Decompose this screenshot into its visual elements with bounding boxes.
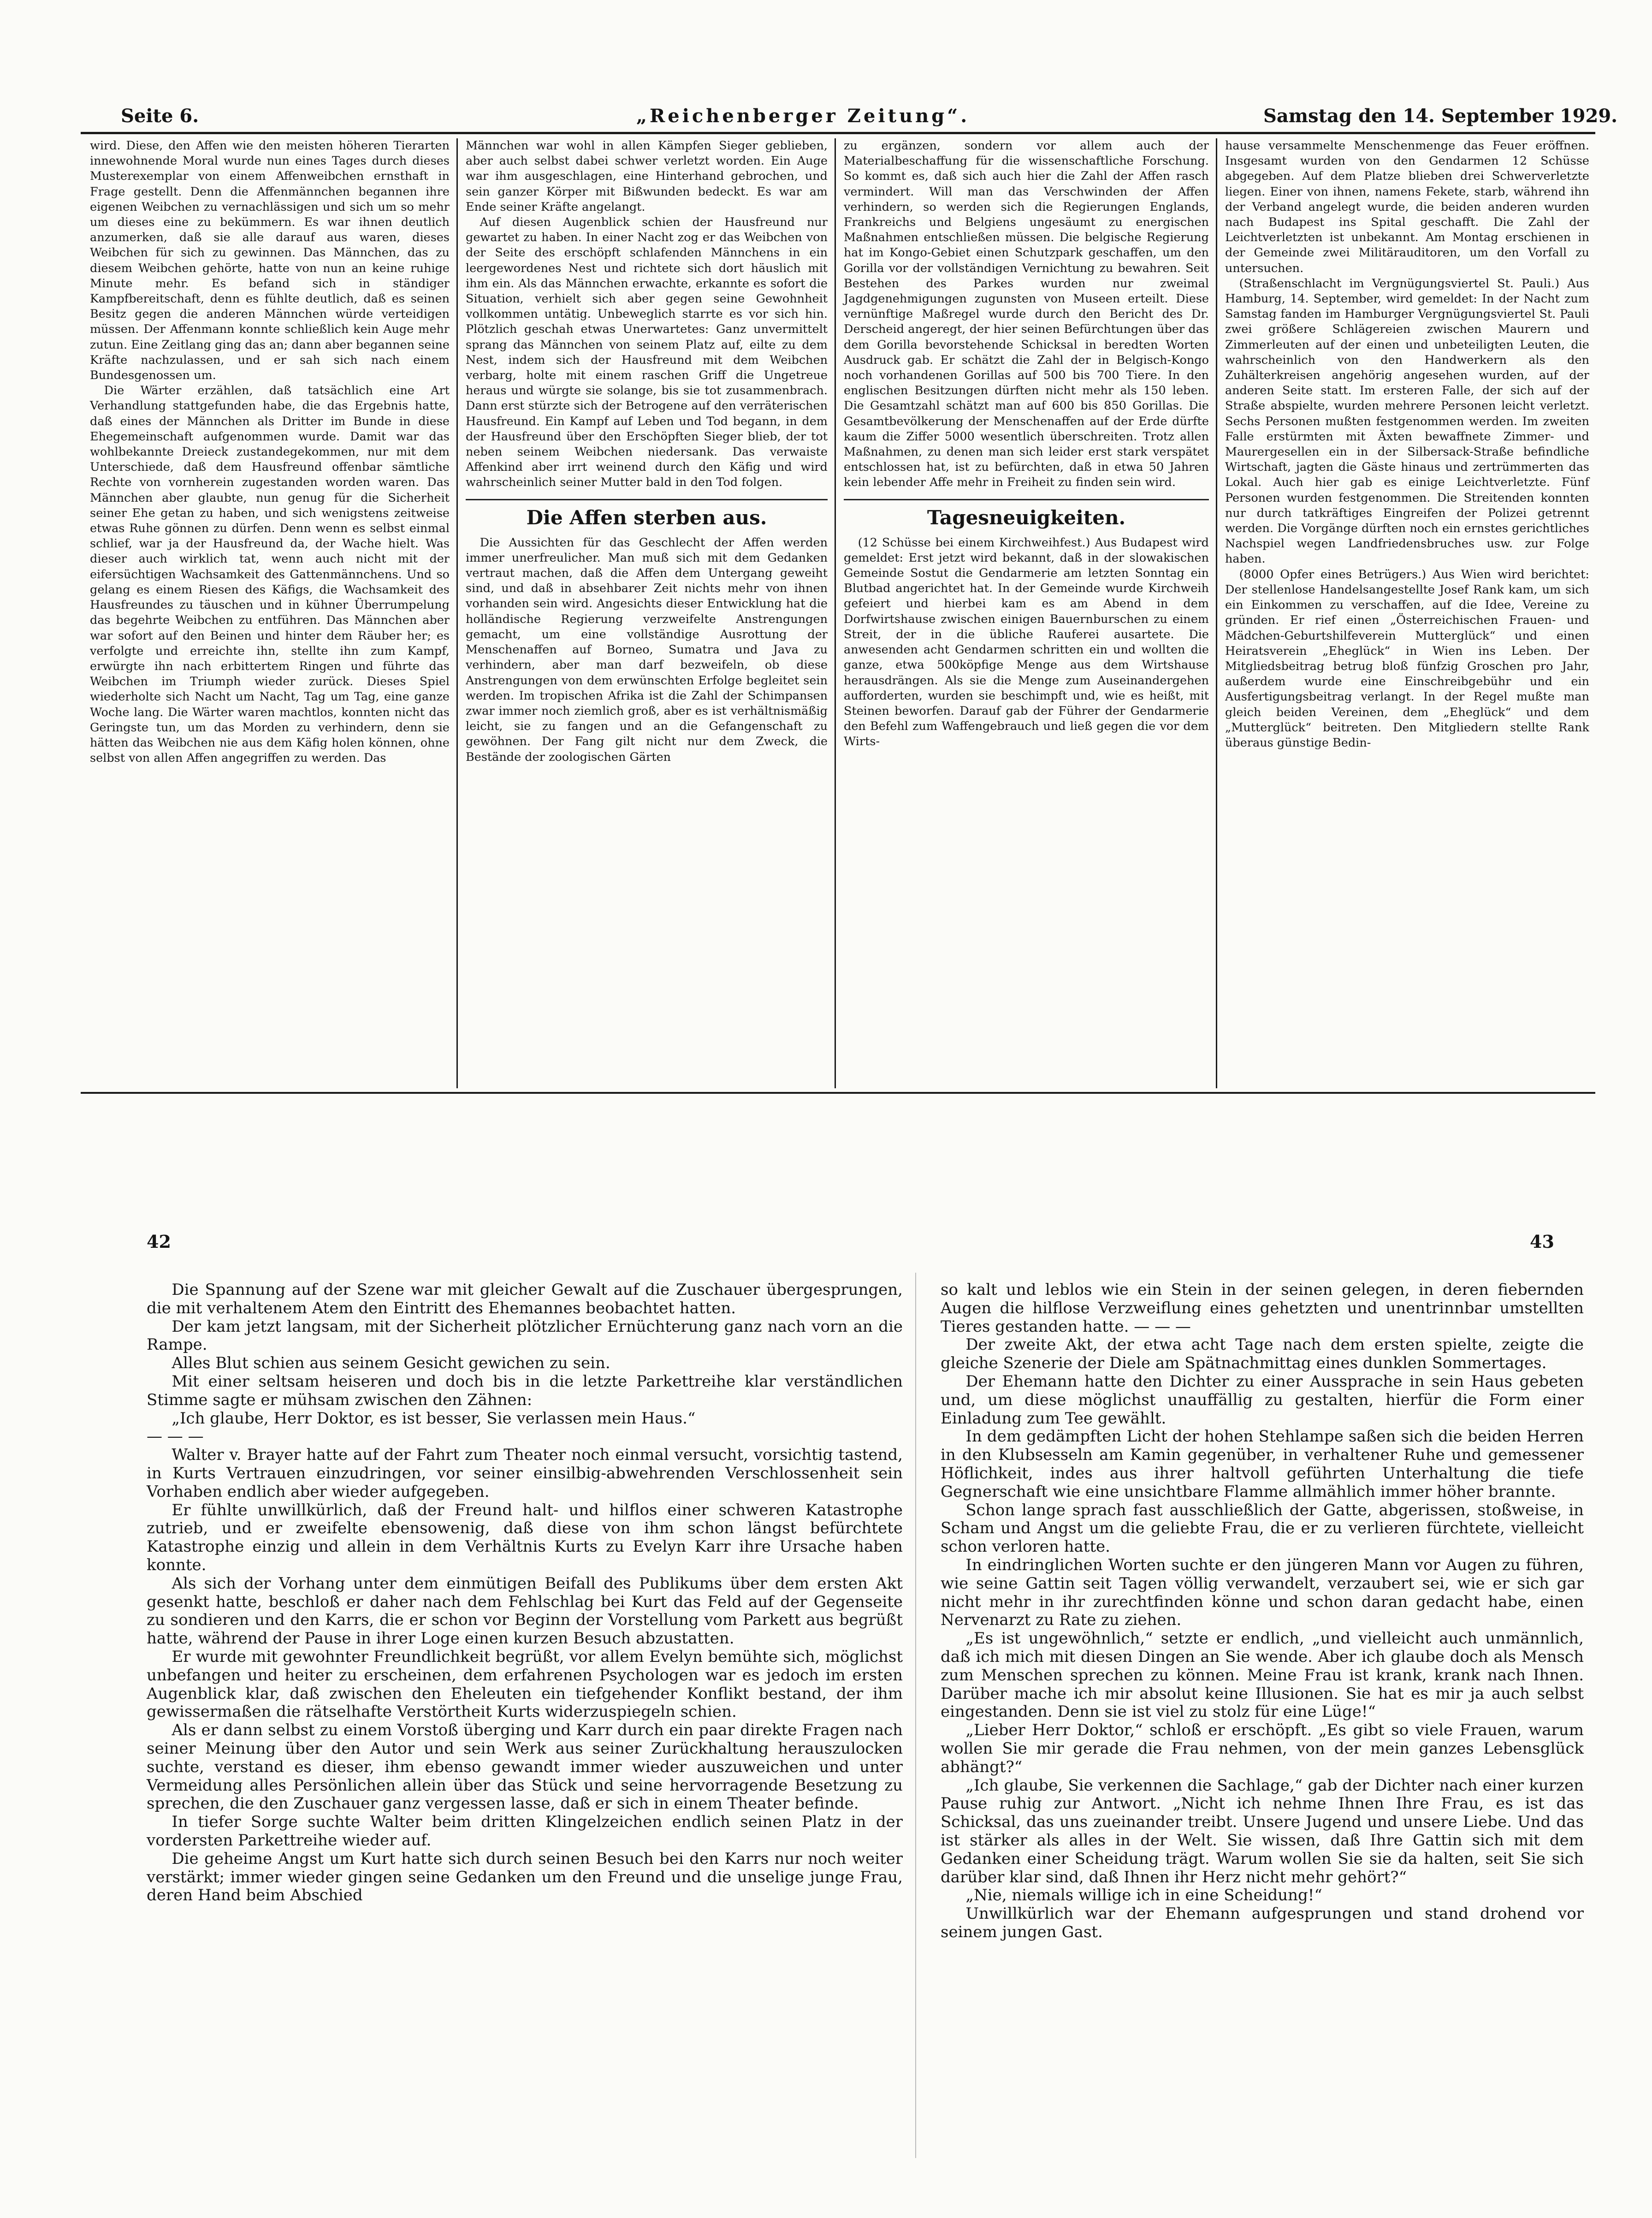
book-paragraph: Unwillkürlich war der Ehemann aufgesprungen und stand drohend vor seinem jungen Gast.	[941, 1904, 1584, 1941]
scene-break: — — —	[147, 1427, 204, 1446]
clipping-bottom-edge	[81, 1092, 1595, 1094]
book-paragraph: In tiefer Sorge suchte Walter beim dritten Klingelzeichen endlich seinen Platz in der vordersten Parkettreihe wieder auf.	[147, 1813, 903, 1850]
right-page-number: 43	[1530, 1231, 1554, 1252]
page-label: Seite 6.	[121, 105, 199, 127]
book-paragraph: Der Ehemann hatte den Dichter zu einer Aussprache in sein Haus gebeten und, um diese möglichst unauffällig zu gestalten, hierfür die Form einer Einladung zum Tee gewählt.	[941, 1372, 1584, 1428]
book-paragraph: Die geheime Angst um Kurt hatte sich durch seinen Besuch bei den Karrs nur noch weiter verstärkt; immer wieder gingen seine Gedanken um den Freund und die unselige junge Frau, deren Hand beim Abschied	[147, 1849, 903, 1905]
article-paragraph: Männchen war wohl in allen Kämpfen Sieger geblieben, aber auch selbst dabei schwer verletzt worden. Ein Auge war ihm ausgeschlagen, eine Hinterhand gebrochen, und sein ganzer Körper mit Bißwunden bedeckt. Es war am Ende seiner Kräfte angelangt.	[466, 139, 828, 214]
page-frame-top	[81, 132, 1595, 134]
article-paragraph: Die Wärter erzählen, daß tatsächlich eine Art Verhandlung stattgefunden habe, die das Ergebnis hatte, daß eines der Männchen als Dritter im Bunde in diese Ehegemeinschaft aufgenommen wurde. Damit war das wohlbekannte Dreieck zustandegekommen, nur mit dem Unterschiede, daß dem Hausfreund offenbar sämtliche Rechte von vornherein zugestanden worden waren. Das Männchen aber glaubte, nun genug für die Sicherheit seiner Ehe getan zu haben, und sich wenigstens zeitweise etwas Ruhe gönnen zu dürfen. Denn wenn es selbst einmal schlief, war ja der Hausfreund da, der Wache hielt. Was dieser auch wirklich tat, wenn auch nicht mit der eifersüchtigen Wachsamkeit des Gattenmännchens. Und so gelang es einem Riesen des Käfigs, die Wachsamkeit des Hausfreundes zu täuschen und in kühner Überrumpelung das begehrte Weibchen zu entführen. Das Männchen aber war sofort auf den Beinen und hinter dem Räuber her; es verfolgte und erreichte ihn, stellte ihn zum Kampf, erwürgte ihn nach erbittertem Ringen und führte das Weibchen im Triumph wieder zurück. Dieses Spiel wiederholte sich Nacht um Nacht, Tag um Tag, eine ganze Woche lang. Die Wärter waren machtlos, konnten nicht das Geringste tun, um das Morden zu verhindern, denn sie hätten das Weibchen nie aus dem Käfig holen können, ohne selbst von allen Affen angegriffen zu werden. Das	[90, 384, 450, 765]
article-column-4	[1225, 138, 1589, 751]
book-paragraph: Der zweite Akt, der etwa acht Tage nach dem ersten spielte, zeigte die gleiche Szenerie der Diele am Spätnachmittag eines dunklen Sommertages.	[941, 1335, 1584, 1373]
article-column-2	[466, 138, 828, 765]
book-paragraph: so kalt und leblos wie ein Stein in der seinen gelegen, in deren fiebernden Augen die hilflose Verzweiflung eines gehetzten und unentrinnbar umstellten Tieres gestanden hatte. — — —	[941, 1281, 1584, 1336]
book-paragraph: Als er dann selbst zu einem Vorstoß überging und Karr durch ein paar direkte Fragen nach seiner Meinung über den Autor und sein Werk aus seiner Zurückhaltung herauszulocken suchte, verstand es dieser, ihm ebenso gewandt immer wieder auszuweichen und unter Vermeidung alles Persönlichen allein über das Stück und seine hervorragende Besetzung zu sprechen, die den Zuschauer ganz vergessen lasse, daß er sich in einem Theater befinde.	[147, 1721, 903, 1813]
book-paragraph: „Ich glaube, Sie verkennen die Sachlage,“ gab der Dichter nach einer kurzen Pause ruhig zur Antwort. „Nicht ich nehme Ihnen Ihre Frau, es ist das Schicksal, das uns zueinander treibt. Unsere Jugend und unsere Liebe. Und das ist stärker als alles in der Welt. Sie wissen, daß Ihre Gattin sich mit dem Gedanken einer Scheidung trägt. Warum wollen Sie sie da halten, seit Sie sich darüber klar sind, daß Ihnen ihr Herz nicht mehr gehört?“	[941, 1776, 1584, 1886]
book-paragraph: Er wurde mit gewohnter Freundlichkeit begrüßt, vor allem Evelyn bemühte sich, möglichst unbefangen und heiter zu erscheinen, dem erfahrenen Psychologen war es jedoch im ersten Augenblick klar, daß zwischen den Eheleuten ein tiefgehender Konflikt bestand, der ihm gewissermaßen die rätselhafte Verstörtheit Kurts widerzuspiegeln schien.	[147, 1647, 903, 1721]
article-paragraph: Die Aussichten für das Geschlecht der Affen werden immer unerfreulicher. Man muß sich mit dem Gedanken vertraut machen, daß die Affen dem Untergang geweiht sind, und daß in absehbarer Zeit nichts mehr von ihnen vorhanden sein wird. Angesichts dieser Entwicklung hat die holländische Regierung verzweifelte Anstrengungen gemacht, um eine vollständige Ausrottung der Menschenaffen auf Borneo, Sumatra und Java zu verhindern, aber man darf bezweifeln, ob diese Anstrengungen von dem erwünschten Erfolge begleitet sein werden. Im tropischen Afrika ist die Zahl der Schimpansen zwar immer noch ziemlich groß, aber es ist verhältnismäßig leicht, sie zu fangen und an die Gefangenschaft zu gewöhnen. Der Fang gilt nicht nur dem Zweck, die Bestände der zoologischen Gärten	[466, 535, 828, 764]
book-paragraph: „Nie, niemals willige ich in eine Scheidung!“	[965, 1886, 1322, 1905]
article-column-1	[90, 138, 450, 766]
article-heading: Die Affen sterben aus.	[526, 506, 767, 529]
book-paragraph: In eindringlichen Worten suchte er den jüngeren Mann vor Augen zu führen, wie seine Gattin seit Tagen völlig verwandelt, verzaubert sei, wie er sich gar nicht mehr in ihr zurechtfinden könne und schon daran gedacht habe, einen Nervenarzt zu Rate zu ziehen.	[941, 1555, 1584, 1630]
issue-date: Samstag den 14. September 1929.	[1263, 105, 1618, 127]
book-paragraph: Alles Blut schien aus seinem Gesicht gewichen zu sein.	[172, 1354, 610, 1373]
book-paragraph: „Es ist ungewöhnlich,“ setzte er endlich, „und vielleicht auch unmännlich, daß ich mich mit diesen Dingen an Sie wende. Aber ich glaube doch als Mensch zum Menschen sprechen zu können. Meine Frau ist krank, krank nach Ihnen. Darüber mache ich mir absolut keine Illusionen. Sie hat es mir ja auch selbst eingestanden. Denn sie ist viel zu stolz für eine Lüge!“	[941, 1629, 1584, 1721]
news-item-paragraph: (8000 Opfer eines Betrügers.) Aus Wien wird berichtet: Der stellenlose Handelsangestellte Josef Rank kam, um sich ein Einkommen zu verschaffen, auf die Idee, Vereine zu gründen. Er rief einen „Österreichischen Frauen- und Mädchen-Geburtshilfeverein Mutterglück“ und einen Heiratsverein „Eheglück“ in Wien ins Leben. Der Mitgliedsbeitrag betrug bloß fünfzig Groschen pro Jahr, außerdem wurde eine Einschreibgebühr und ein Ausfertigungsbeitrag verlangt. In der Regel mußte man gleich beiden Vereinen, dem „Eheglück“ und dem „Mutterglück“ beitreten. Den Mitgliedern stellte Rank überaus günstige Bedin-	[1225, 567, 1589, 750]
book-right-page	[941, 1281, 1584, 1942]
book-paragraph: „Ich glaube, Herr Doktor, es ist besser, Sie verlassen mein Haus.“	[172, 1409, 696, 1428]
book-gutter	[915, 1273, 916, 2158]
newspaper-title: „Reichenberger Zeitung“.	[636, 105, 970, 127]
book-paragraph: Als sich der Vorhang unter dem einmütigen Beifall des Publikums über dem ersten Akt gesenkt hatte, beschloß er daher nach dem Fehlschlag bei Kurt das Feld auf der Gegenseite zu sondieren und den Karrs, die er schon vor Beginn der Vorstellung vom Parkett aus begrüßt hatte, während der Pause in ihrer Loge einen kurzen Besuch abzustatten.	[147, 1574, 903, 1648]
news-item-paragraph: (12 Schüsse bei einem Kirchweihfest.) Aus Budapest wird gemeldet: Erst jetzt wird bekannt, daß in der slowakischen Gemeinde Sostut die Gendarmerie am letzten Sonntag ein Blutbad angerichtet hat. In der Gemeinde wurde Kirchweih gefeiert und hierbei kam es am Abend in dem Dorfwirtshause zwischen einigen Bauernburschen zu einem Streit, der in die übliche Rauferei ausartete. Die anwesenden acht Gendarmen schritten ein und wollten die ganze, etwa 500köpfige Menge aus dem Wirtshause herausdrängen. Als sie die Menge zum Auseinandergehen aufforderten, wurden sie beschimpft und, wie es heißt, mit Steinen beworfen. Darauf gab der Führer der Gendarmerie den Befehl zum Waffengebrauch und ließ gegen die vor dem Wirts-	[844, 535, 1209, 749]
column-rule-3	[1216, 138, 1217, 1088]
section-heading: Tagesneuigkeiten.	[927, 506, 1126, 529]
section-divider	[844, 499, 1209, 500]
book-paragraph: „Lieber Herr Doktor,“ schloß er erschöpft. „Es gibt so viele Frauen, warum wollen Sie mir gerade die Frau nehmen, von der mein ganzes Lebensglück abhängt?“	[941, 1721, 1584, 1776]
book-paragraph: In dem gedämpften Licht der hohen Stehlampe saßen sich die beiden Herren in den Klubsesseln am Kamin gegenüber, in verhaltener Ruhe und gemessener Höflichkeit, indes aus ihrer haltvoll geführten Unterhaltung die tiefe Gegnerschaft wie eine unsichtbare Flamme allmählich immer höher brannte.	[941, 1427, 1584, 1501]
book-paragraph: Mit einer seltsam heiseren und doch bis in die letzte Parkettreihe klar verständlichen Stimme sagte er mühsam zwischen den Zähnen:	[147, 1372, 903, 1409]
book-paragraph: Schon lange sprach fast ausschließlich der Gatte, abgerissen, stoßweise, in Scham und Angst um die geliebte Frau, die er zu verlieren fürchtete, vielleicht schon verloren hatte.	[941, 1500, 1584, 1556]
news-item-paragraph: (Straßenschlacht im Vergnügungsviertel St. Pauli.) Aus Hamburg, 14. September, wird gemeldet: In der Nacht zum Samstag fanden im Hamburger Vergnügungsviertel St. Pauli zwei größere Schlägereien zwischen Maurern und Zimmerleuten auf der einen und unbeteiligten Leuten, die wahrscheinlich von den Handwerkern als den Zuhälterkreisen angehörig angesehen wurden, auf der anderen Seite statt. Im ersteren Falle, der sich auf der Straße abspielte, wurden mehrere Personen leicht verletzt. Sechs Personen mußten festgenommen werden. Im zweiten Falle erstürmten mit Äxten bewaffnete Zimmer- und Maurergesellen ein in der Silbersack-Straße befindliche Wirtschaft, jagten die Gäste hinaus und zertrümmerten das Lokal. Auch hier gab es einige Leichtverletzte. Fünf Personen wurden festgenommen. Die Streitenden konnten nur durch tatkräftiges Eingreifen der Polizei getrennt werden. Die Vorgänge dürften noch ein ernstes gerichtliches Nachspiel wegen Landfriedensbruches usw. zur Folge haben.	[1225, 276, 1589, 566]
column-rule-2	[835, 138, 836, 1088]
article-paragraph: zu ergänzen, sondern vor allem auch der Materialbeschaffung für die wissenschaftliche Forschung. So kommt es, daß sich auch hier die Zahl der Affen rasch vermindert. Will man das Verschwinden der Affen verhindern, so werden sich die Regierungen Englands, Frankreichs und Belgiens ungesäumt zu energischen Maßnahmen entschließen müssen. Die belgische Regierung hat im Kongo-Gebiet einen Schutzpark geschaffen, um den Gorilla vor der vollständigen Vernichtung zu bewahren. Seit Bestehen des Parkes wurden nur zweimal Jagdgenehmigungen zugunsten von Museen erteilt. Diese vernünftige Maßregel wurde durch den Bericht des Dr. Derscheid angeregt, der hier seinen Befürchtungen über das dem Gorilla bevorstehende Schicksal in beredten Worten Ausdruck gab. Er schätzt die Zahl der in Belgisch-Kongo noch vorhandenen Gorillas auf 500 bis 700 Tiere. In den englischen Besitzungen dürften nicht mehr als 150 leben. Die Gesamtzahl schätzt man auf 600 bis 850 Gorillas. Die Gesamtbevölkerung der Menschenaffen auf der Erde dürfte kaum die Ziffer 5000 wesentlich überschreiten. Trotz allen Maßnahmen, zu denen man sich leider erst stark verspätet entschlossen hat, ist zu befürchten, daß in etwa 50 Jahren kein lebender Affe mehr in Freiheit zu finden sein wird.	[844, 139, 1209, 490]
article-paragraph: Auf diesen Augenblick schien der Hausfreund nur gewartet zu haben. In einer Nacht zog er das Weibchen von der Seite des erschöpft schlafenden Männchens in ein leergewordenes Nest und richtete sich dort häuslich mit ihm ein. Als das Männchen erwachte, erkannte es sofort die Situation, verhielt sich aber gegen seine Gewohnheit vollkommen untätig. Unbeweglich starrte es vor sich hin. Plötzlich geschah etwas Unerwartetes: Ganz unvermittelt sprang das Männchen von seinem Platz auf, eilte zu dem Nest, indem sich der Hausfreund mit dem Weibchen verbarg, holte mit einem raschen Griff die Ungetreue heraus und würgte sie solange, bis sie tot zusammenbrach. Dann erst stürzte sich der Betrogene auf den verräterischen Hausfreund. Ein Kampf auf Leben und Tod begann, in dem der Hausfreund über den Erschöpften Sieger blieb, der tot neben seinem Weibchen niedersank. Das verwaiste Affenkind aber irrt weinend durch den Käfig und wird wahrscheinlich seiner Mutter bald in den Tod folgen.	[466, 215, 828, 490]
book-left-page	[147, 1281, 903, 1905]
book-paragraph: Die Spannung auf der Szene war mit gleicher Gewalt auf die Zuschauer übergesprungen, die mit verhaltenem Atem den Eintritt des Ehemannes beobachtet hatten.	[147, 1281, 903, 1317]
article-column-3	[844, 138, 1209, 750]
column-rule-1	[456, 138, 458, 1088]
news-item-paragraph: hause versammelte Menschenmenge das Feuer eröffnen. Insgesamt wurden von den Gendarmen 12 Schüsse abgegeben. Auf dem Platze blieben drei Schwerverletzte liegen. Einer von ihnen, namens Fekete, starb, während ihn der Verband angelegt wurde, die beiden anderen wurden nach Budapest ins Spital geschafft. Die Zahl der Leichtverletzten ist unbekannt. Am Montag erschienen in der Gemeinde zwei Militärauditoren, um den Vorfall zu untersuchen.	[1225, 139, 1589, 275]
book-paragraph: Der kam jetzt langsam, mit der Sicherheit plötzlicher Ernüchterung ganz nach vorn an die Rampe.	[147, 1317, 903, 1354]
book-paragraph: Walter v. Brayer hatte auf der Fahrt zum Theater noch einmal versucht, vorsichtig tastend, in Kurts Vertrauen einzudringen, vor seiner einsilbig-abwehrenden Verschlossenheit sein Vorhaben endlich aber wieder aufgegeben.	[147, 1446, 903, 1501]
article-paragraph: wird. Diese, den Affen wie den meisten höheren Tierarten innewohnende Moral wurde nun eines Tages durch dieses Musterexemplar von einem Affenweibchen ernsthaft in Frage gestellt. Denn die Affenmännchen begannen ihre eigenen Weibchen zu vernachlässigen und sich um so mehr um dieses eine zu bekümmern. Es war ihnen deutlich anzumerken, daß sie alle darauf aus waren, dieses Weibchen für sich zu gewinnen. Das Männchen, das zu diesem Weibchen gehörte, hatte von nun an keine ruhige Minute mehr. Es befand sich in ständiger Kampfbereitschaft, denn es fühlte deutlich, daß es seinen Besitz gegen die anderen Männchen würde verteidigen müssen. Der Affenmann konnte schließlich kein Auge mehr zutun. Eine Zeitlang ging das an; dann aber begannen seine Kräfte nachzulassen, und er sah sich nach einem Bundesgenossen um.	[90, 139, 450, 383]
section-divider	[466, 499, 828, 500]
book-paragraph: Er fühlte unwillkürlich, daß der Freund halt- und hilflos einer schweren Katastrophe zutrieb, und er zweifelte ebensowenig, daß diese von ihm schon längst befürchtete Katastrophe einzig und allein in dem Verhältnis Kurts zu Evelyn Karr ihre Ursache haben konnte.	[147, 1500, 903, 1574]
left-page-number: 42	[147, 1231, 171, 1252]
